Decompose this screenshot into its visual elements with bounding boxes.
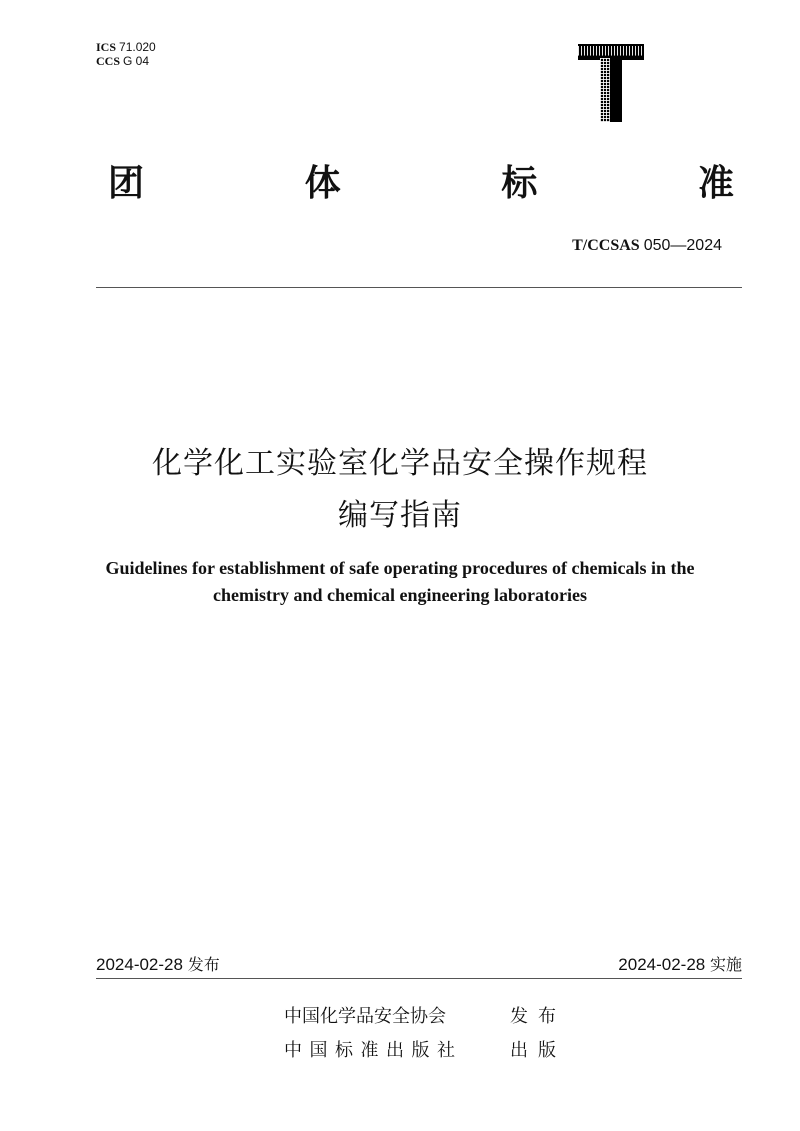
issue-date	[96, 952, 220, 975]
standard-number-value: 050—2024	[643, 237, 722, 254]
ccs-label: CCS	[96, 54, 121, 68]
doc-type-char: 准	[697, 163, 734, 204]
classification-codes	[96, 40, 156, 68]
ics-value: 71.020	[119, 40, 156, 54]
english-title	[0, 555, 800, 609]
standard-prefix: T/CCSAS	[572, 237, 640, 254]
english-title-line-1: Guidelines for establishment of safe operating procedures of chemicals in the	[105, 558, 695, 578]
chinese-title-line-2: 编写指南	[338, 498, 462, 533]
bottom-divider	[96, 978, 742, 979]
publishing-house: 中国标准出版社	[284, 1040, 463, 1061]
english-title-line-2: chemistry and chemical engineering laboratories	[213, 585, 587, 605]
issue-date-value: 2024-02-28	[96, 955, 183, 974]
ccs-code	[96, 54, 156, 68]
implement-label: 实施	[709, 955, 742, 974]
t-logo-stem	[600, 58, 622, 122]
t-standard-logo-icon	[578, 44, 644, 122]
publishing-action: 出版	[510, 1040, 566, 1061]
ics-code	[96, 40, 156, 54]
doc-type-char: 体	[304, 163, 341, 204]
ics-label: ICS	[96, 40, 117, 54]
document-type-heading	[108, 162, 734, 206]
chinese-title-line-1: 化学化工实验室化学品安全操作规程	[152, 446, 648, 481]
implementation-date	[618, 952, 742, 975]
doc-type-char: 标	[501, 163, 538, 204]
issuing-organization: 中国化学品安全协会	[284, 1006, 446, 1027]
issuing-action: 发布	[510, 1006, 566, 1027]
issue-label: 发布	[187, 955, 220, 974]
top-divider	[96, 287, 742, 288]
standard-number	[572, 237, 722, 255]
implement-date-value: 2024-02-28	[618, 955, 706, 974]
doc-type-char: 团	[108, 163, 145, 204]
ccs-value: G 04	[123, 54, 150, 68]
